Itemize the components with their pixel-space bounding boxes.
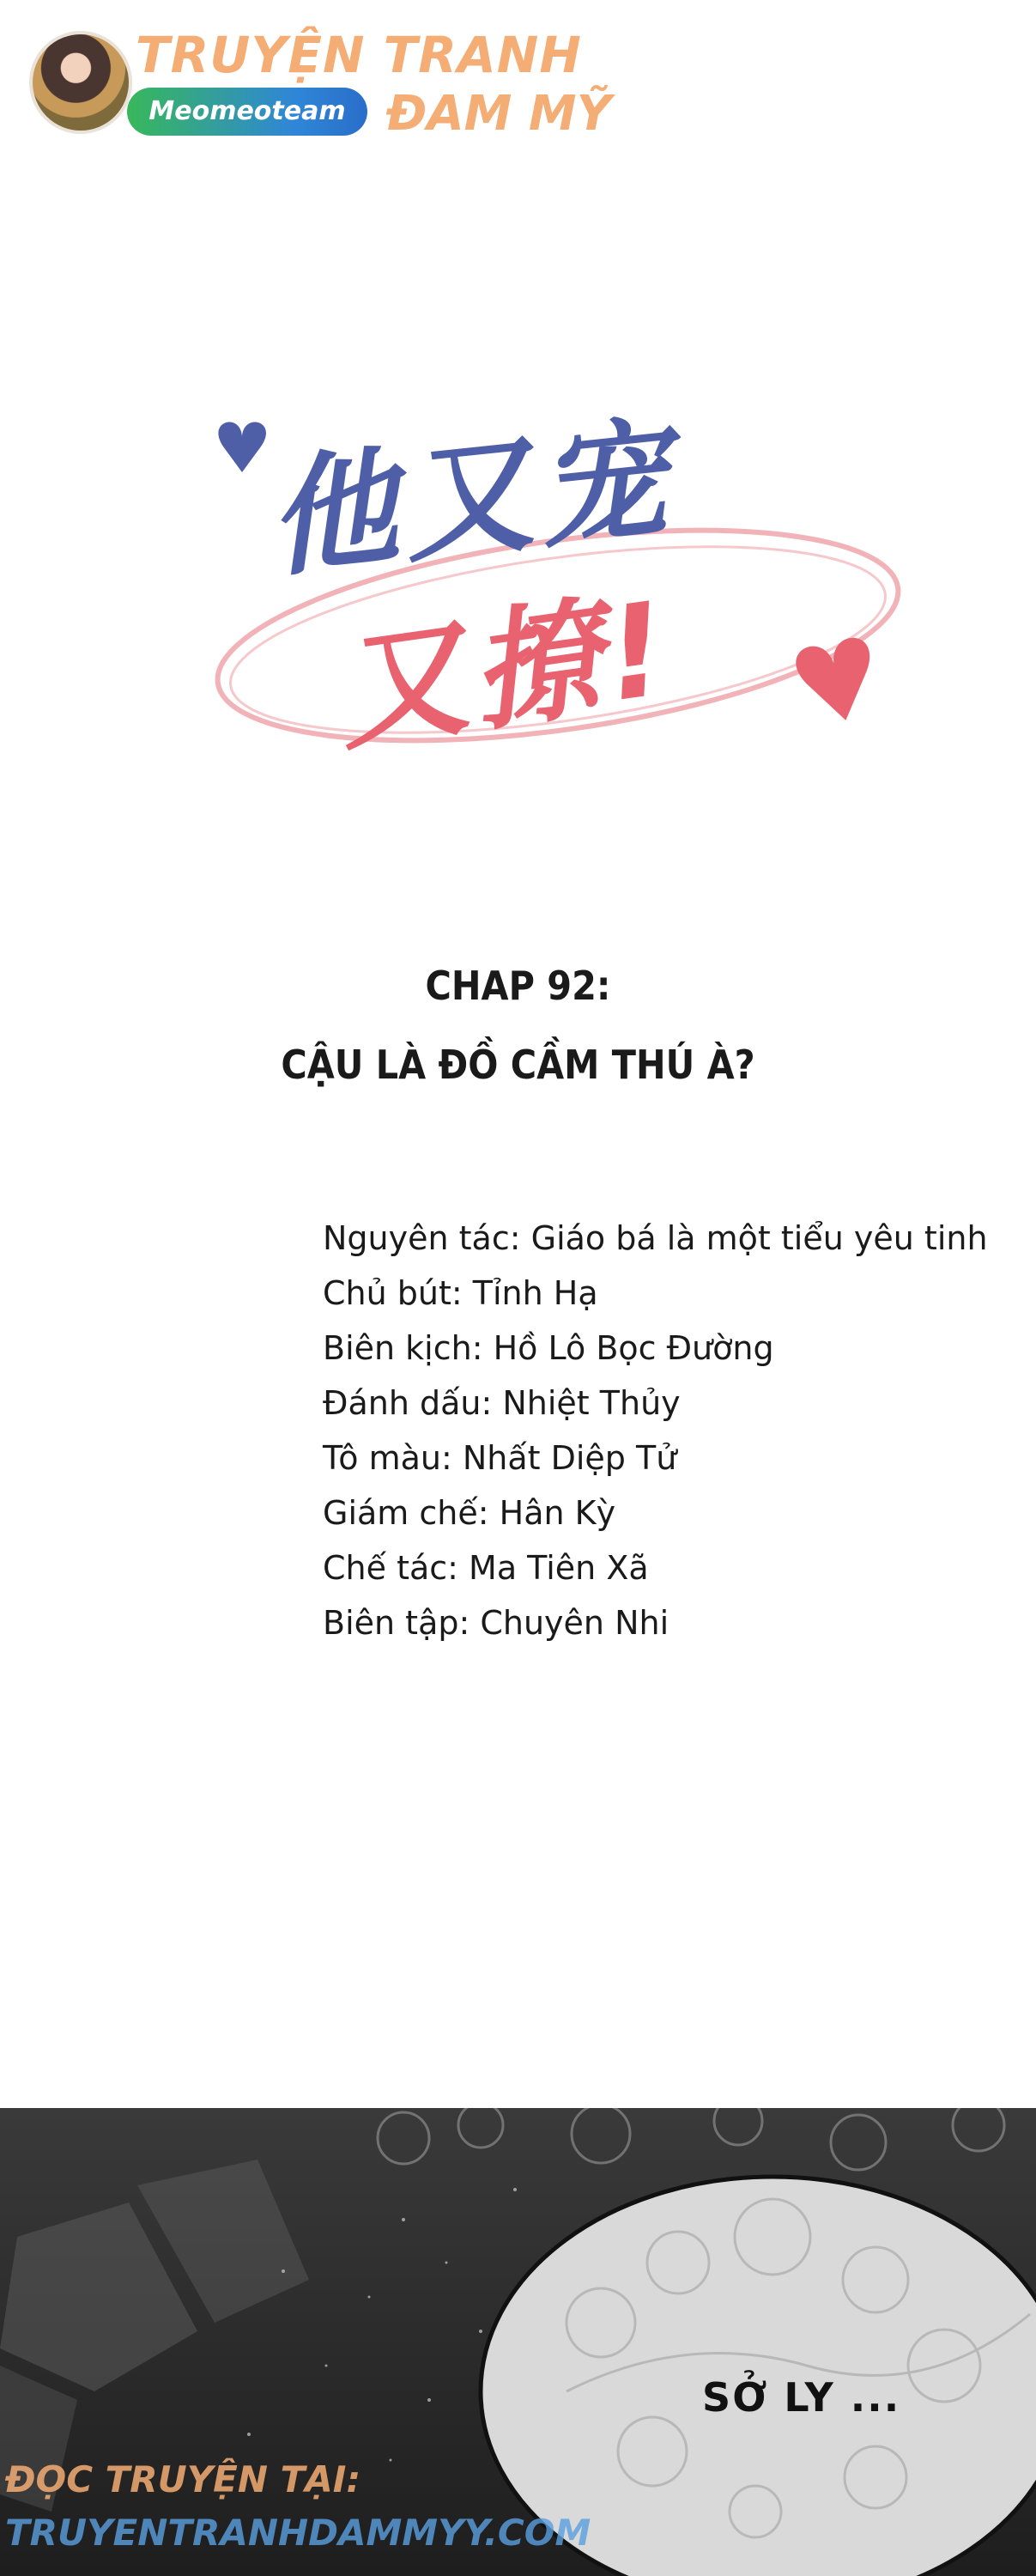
- credit-line: Biên tập: Chuyên Nhi: [323, 1604, 669, 1642]
- chapter-name: CẬU LÀ ĐỒ CẦM THÚ À?: [281, 1042, 755, 1088]
- comic-panel: [0, 2108, 1036, 2576]
- chapter-title: [0, 960, 1036, 1091]
- team-badge: Meomeoteam: [127, 88, 367, 136]
- read-at-url: TRUYENTRANHDAMMYY.COM: [5, 2512, 591, 2554]
- credit-line: Tô màu: Nhất Diệp Tử: [323, 1439, 677, 1477]
- chapter-number: CHAP 92:: [425, 963, 611, 1009]
- watermark-title-line1: TRUYỆN TRANH: [136, 26, 582, 84]
- comic-logo: [189, 352, 918, 781]
- credit-line: Đánh dấu: Nhiệt Thủy: [323, 1384, 681, 1422]
- floral-pattern: [378, 2108, 1004, 2170]
- logo-line2: 又撩!: [327, 574, 682, 769]
- avatar: [29, 31, 132, 134]
- heart-icon: [793, 635, 882, 728]
- watermark-title-line2: ĐAM MỸ: [386, 86, 612, 142]
- credit-line: Nguyên tác: Giáo bá là một tiểu yêu tinh: [323, 1219, 988, 1257]
- credit-line: Giám chế: Hân Kỳ: [323, 1494, 616, 1532]
- panel-artwork: [0, 2108, 1036, 2576]
- credit-line: Chế tác: Ma Tiên Xã: [323, 1549, 649, 1587]
- read-at-label: ĐỌC TRUYỆN TẠI:: [5, 2458, 361, 2500]
- watermark: [26, 26, 612, 146]
- credit-line: Chủ bút: Tỉnh Hạ: [323, 1274, 598, 1312]
- credits-list: [323, 1211, 988, 1650]
- logo-line1: 他又宠: [260, 404, 682, 596]
- speech-bubble-text: SỞ LY ...: [702, 2374, 901, 2421]
- credit-line: Biên kịch: Hồ Lô Bọc Đường: [323, 1329, 774, 1367]
